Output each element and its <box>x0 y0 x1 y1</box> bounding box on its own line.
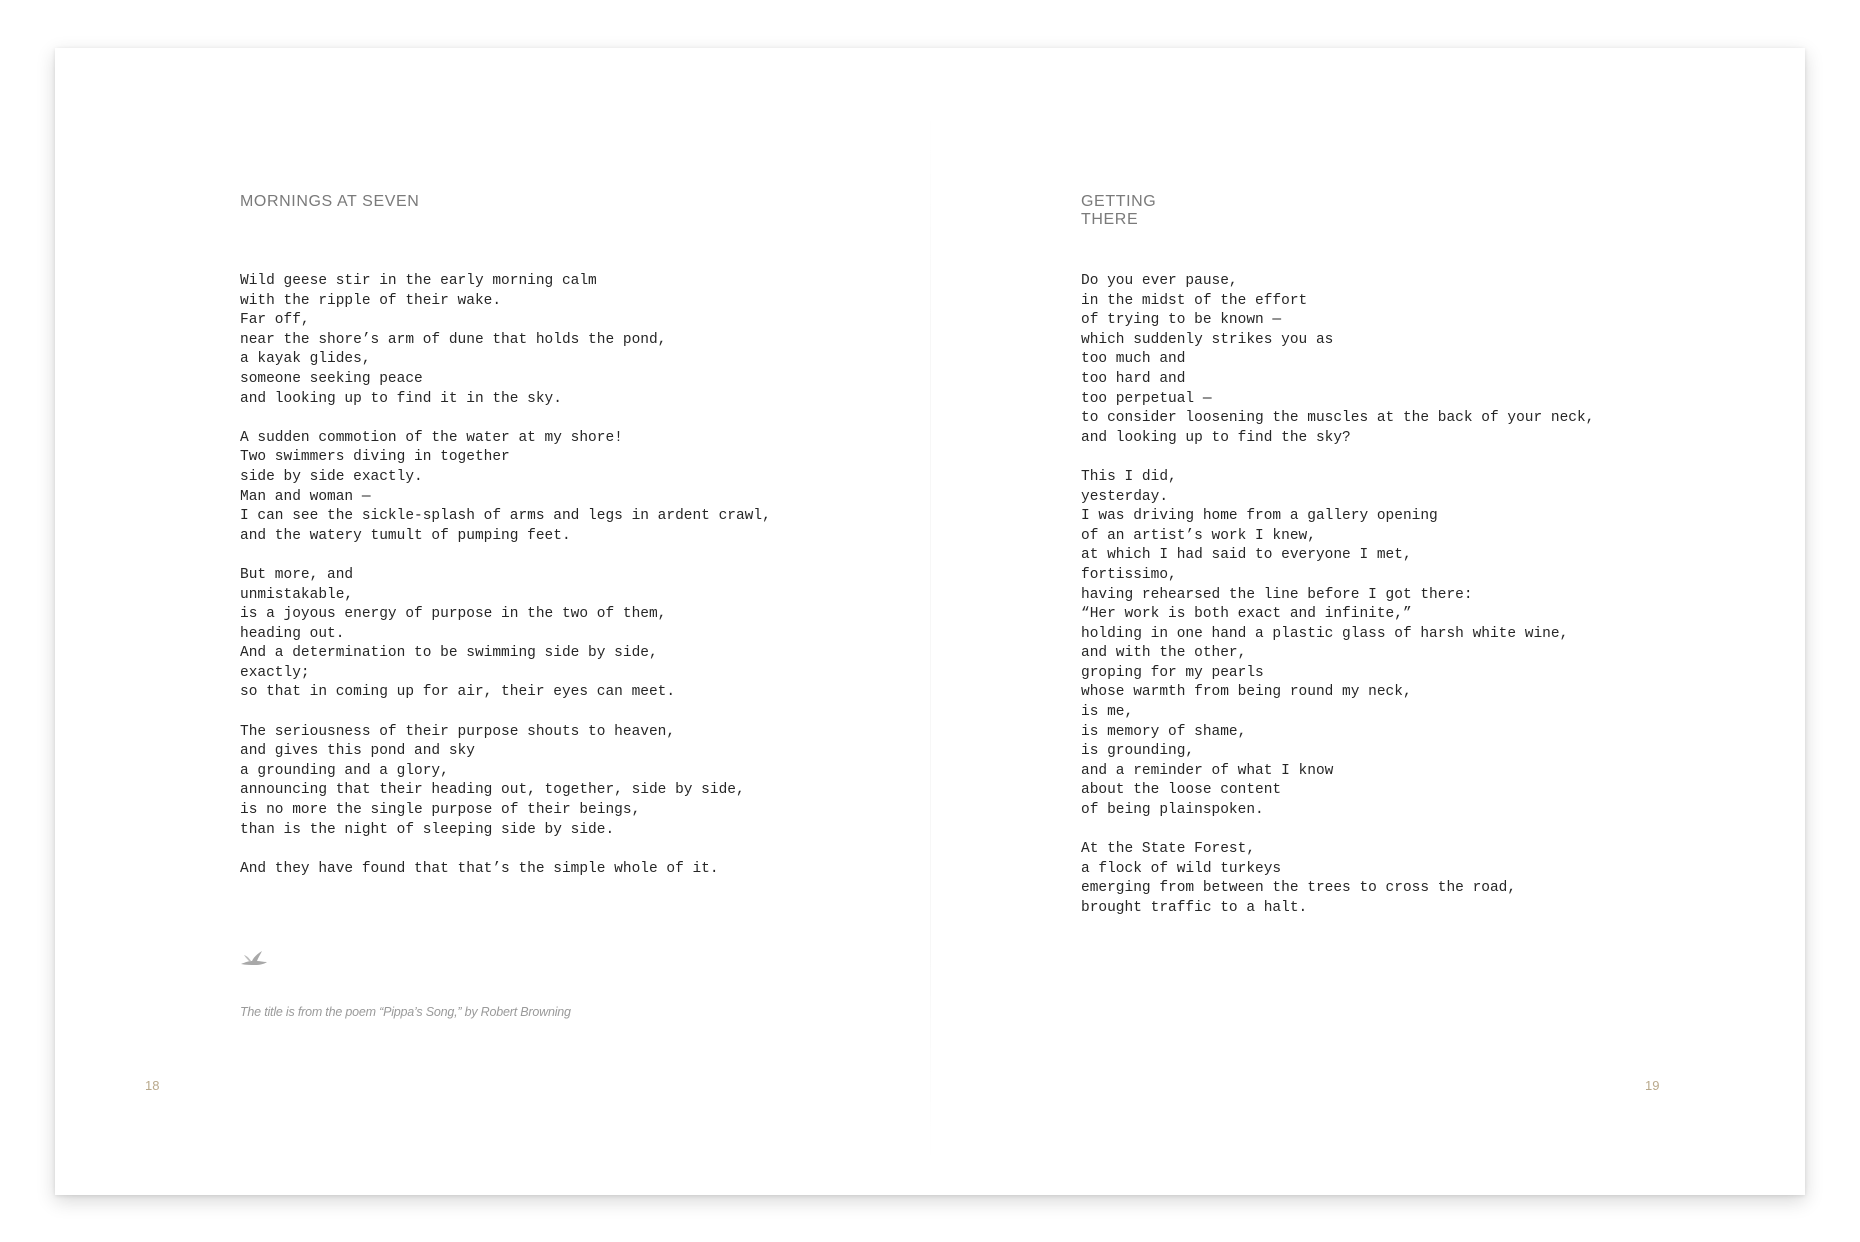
poem-line: “Her work is both exact and infinite,” <box>1081 606 1412 623</box>
poem-line: and gives this pond and sky <box>240 743 475 760</box>
poem-line: a kayak glides, <box>240 351 371 368</box>
poem-line: in the midst of the effort <box>1081 292 1308 309</box>
poem-line: and a reminder of what I know <box>1081 762 1334 779</box>
poem-line: fortissimo, <box>1081 566 1177 583</box>
poem-line: And a determination to be swimming side by side, <box>240 645 658 662</box>
poem-line: than is the night of sleeping side by side. <box>240 821 615 838</box>
poem-line: I can see the sickle-splash of arms and legs in ardent crawl, <box>240 508 771 525</box>
poem-line: side by side exactly. <box>240 468 423 485</box>
poem-line: heading out. <box>240 625 345 642</box>
poem-line: and the watery tumult of pumping feet. <box>240 527 571 544</box>
poem-line: whose warmth from being round my neck, <box>1081 684 1412 701</box>
poem-line: Two swimmers diving in together <box>240 449 510 466</box>
poem-line: exactly; <box>240 664 310 681</box>
poem-line: of an artist’s work I knew, <box>1081 527 1316 544</box>
poem-line: emerging from between the trees to cross the road, <box>1081 880 1517 897</box>
poem-line: holding in one hand a plastic glass of harsh white wine, <box>1081 625 1569 642</box>
poem-line: near the shore’s arm of dune that holds the pond, <box>240 331 667 348</box>
poem-line: is grounding, <box>1081 743 1195 760</box>
poem-line: so that in coming up for air, their eyes can meet. <box>240 684 676 701</box>
poem-line: Wild geese stir in the early morning calm <box>240 273 597 289</box>
poem-line: and looking up to find the sky? <box>1081 429 1351 446</box>
stanza <box>1081 272 1594 448</box>
poem-line: having rehearsed the line before I got there: <box>1081 586 1473 603</box>
poem-line: which suddenly strikes you as <box>1081 331 1334 348</box>
poem-line: with the ripple of their wake. <box>240 292 502 309</box>
poem-line: A sudden commotion of the water at my shore! <box>240 429 623 446</box>
poem-line: a flock of wild turkeys <box>1081 860 1282 877</box>
poem-line: announcing that their heading out, together, side by side, <box>240 782 745 799</box>
stanza <box>1081 468 1594 821</box>
poem-line: is memory of shame, <box>1081 723 1247 740</box>
poem-line: At the State Forest, <box>1081 841 1256 858</box>
poem-line: someone seeking peace <box>240 370 423 387</box>
poem-line: But more, and <box>240 566 354 583</box>
footnote: The title is from the poem “Pippa’s Song,” by Robert Browning <box>240 1005 571 1019</box>
poem-line: I was driving home from a gallery opening <box>1081 508 1438 525</box>
left-poem-title: MORNINGS AT SEVEN <box>240 193 420 210</box>
poem-line: a grounding and a glory, <box>240 762 449 779</box>
page-number-left: 18 <box>145 1078 160 1093</box>
right-poem-title: GETTING THERE <box>1081 193 1157 228</box>
poem-line: yesterday. <box>1081 488 1169 505</box>
stanza <box>1081 840 1594 918</box>
poem-line: unmistakable, <box>240 586 354 603</box>
poem-line: about the loose content <box>1081 782 1282 799</box>
poem-line: and with the other, <box>1081 645 1247 662</box>
poem-line: too perpetual — <box>1081 390 1212 407</box>
poem-line: is a joyous energy of purpose in the two of them, <box>240 606 667 623</box>
right-poem-body <box>1081 272 1594 938</box>
poem-line: This I did, <box>1081 468 1177 485</box>
poem-line: too hard and <box>1081 370 1186 387</box>
poem-line: is no more the single purpose of their beings, <box>240 802 641 819</box>
poem-line: at which I had said to everyone I met, <box>1081 547 1412 564</box>
poem-line: And they have found that that’s the simple whole of it. <box>240 860 719 877</box>
poem-line: Man and woman — <box>240 488 371 505</box>
poem-line: of being plainspoken. <box>1081 802 1264 819</box>
poem-line: Do you ever pause, <box>1081 273 1238 289</box>
poem-line: of trying to be known — <box>1081 312 1282 329</box>
page-number-right: 19 <box>1645 1078 1660 1093</box>
poem-line: The seriousness of their purpose shouts to heaven, <box>240 723 676 740</box>
poem-line: and looking up to find it in the sky. <box>240 390 562 407</box>
book-gutter <box>930 108 931 1168</box>
poem-line: to consider loosening the muscles at the back of your neck, <box>1081 410 1595 427</box>
poem-line: too much and <box>1081 351 1186 368</box>
poem-line: is me, <box>1081 704 1134 721</box>
poem-line: groping for my pearls <box>1081 664 1264 681</box>
poem-line: brought traffic to a halt. <box>1081 900 1308 916</box>
poem-line: Far off, <box>240 312 310 329</box>
